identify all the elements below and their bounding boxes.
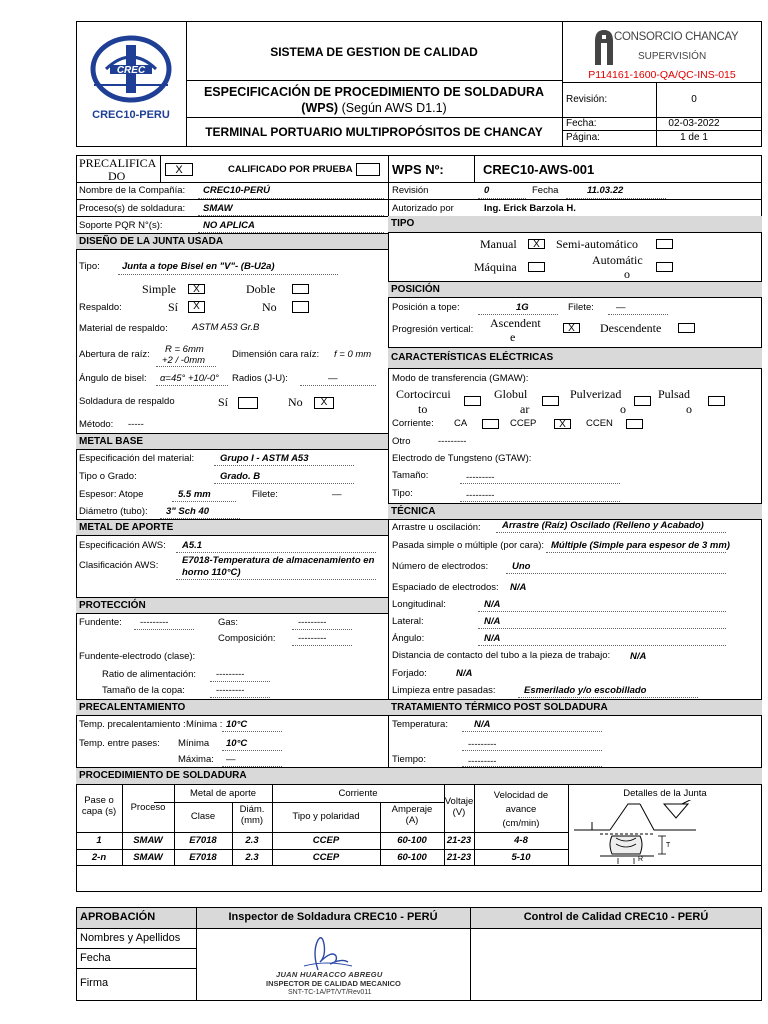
- machine-checkbox[interactable]: [528, 262, 545, 272]
- fillet-position-value: —: [616, 302, 626, 313]
- company-name-label: Nombre de la Compañía:: [79, 185, 186, 196]
- descending-label: Descendente: [600, 321, 662, 335]
- fillet-thickness-value: —: [332, 489, 342, 500]
- names-row-label: Nombres y Apellidos: [80, 932, 181, 944]
- backing-material-label: Material de respaldo:: [79, 323, 168, 334]
- fillet-position-label: Filete:: [568, 302, 594, 313]
- descending-checkbox[interactable]: [678, 323, 695, 333]
- tungsten-type-value: ---------: [466, 490, 495, 501]
- preheat-min-value: 10°C: [226, 719, 248, 730]
- col-diameter: Diám. (mm): [239, 804, 265, 826]
- feed-ratio-value: ---------: [216, 669, 245, 680]
- type-header: TIPO: [388, 216, 762, 233]
- contact-distance-value: N/A: [630, 651, 647, 662]
- date-label: Fecha:: [566, 118, 597, 129]
- client-logo-name: CONSORCIO CHANCAY: [614, 31, 739, 43]
- filler-class-value-2: horno 110°C): [182, 567, 241, 578]
- crec10-logo-icon: [86, 35, 176, 105]
- col-pass: Pase o capa (s): [81, 795, 117, 817]
- revision-label: Revisión:: [566, 94, 608, 105]
- signature-row-label: Firma: [80, 977, 109, 989]
- method-value: -----: [128, 419, 144, 430]
- root-opening-label: Abertura de raíz:: [79, 349, 150, 360]
- other-label: Otro: [392, 436, 411, 447]
- calificado-checkbox[interactable]: [356, 163, 380, 176]
- ccen-label: CCEN: [586, 418, 613, 429]
- root-opening-value-1: R = 6mm: [165, 344, 204, 355]
- company-logo-text: CREC10-PERU: [92, 109, 170, 121]
- automatic-checkbox[interactable]: [656, 262, 673, 272]
- system-title: SISTEMA DE GESTION DE CALIDAD: [270, 45, 478, 59]
- ascending-checkbox[interactable]: X: [563, 323, 580, 333]
- stamp-name: JUAN HUARACCO ABREGU: [276, 970, 383, 979]
- material-spec-value: Grupo I - ASTM A53: [220, 453, 309, 464]
- table-row: CCEP: [312, 852, 340, 863]
- ccep-checkbox[interactable]: X: [554, 419, 571, 429]
- process-value: SMAW: [203, 203, 233, 214]
- oscillation-value: Arrastre (Raíz) Oscilado (Relleno y Acabado): [502, 520, 704, 531]
- col-type-polarity: Tipo y polaridad: [292, 811, 360, 822]
- longitudinal-label: Longitudinal:: [392, 599, 446, 610]
- joint-type-label: Tipo:: [79, 261, 100, 272]
- company-name-value: CREC10-PERÚ: [203, 185, 271, 196]
- joint-detail-root-label: R: [638, 856, 644, 863]
- spray-label-2: o: [620, 402, 626, 416]
- electrode-count-label: Número de electrodos:: [392, 561, 489, 572]
- spray-checkbox[interactable]: [634, 396, 651, 406]
- backing-si-checkbox[interactable]: X: [188, 301, 205, 313]
- inspector-column-title: Inspector de Soldadura CREC10 - PERÚ: [228, 911, 438, 923]
- short-circuit-checkbox[interactable]: [464, 396, 481, 406]
- manual-checkbox[interactable]: X: [528, 239, 545, 249]
- short-circuit-label: Cortocircui: [396, 387, 451, 401]
- pulsed-label: Pulsad: [658, 387, 691, 401]
- globular-label-2: ar: [520, 402, 530, 416]
- col-speed: Velocidad de avance (cm/min): [493, 790, 549, 829]
- groove-position-label: Posición a tope:: [392, 302, 460, 313]
- composition-label: Composición:: [218, 633, 276, 644]
- table-row: 2.3: [245, 852, 259, 863]
- interpass-cleaning-label: Limpieza entre pasadas:: [392, 685, 496, 696]
- table-row: 2-n: [91, 852, 107, 863]
- pqr-value: NO APLICA: [203, 220, 255, 231]
- transfer-mode-label: Modo de transferencia (GMAW):: [392, 373, 529, 384]
- ccep-label: CCEP: [510, 418, 537, 429]
- tungsten-label: Electrodo de Tungsteno (GTAW):: [392, 453, 532, 464]
- current-label: Corriente:: [392, 418, 434, 429]
- backing-weld-no-label: No: [288, 395, 303, 409]
- root-face-label: Dimensión cara raíz:: [232, 349, 320, 360]
- filler-spec-value: A5.1: [182, 540, 203, 551]
- preheat-temp-label: Temp. precalentamiento :: [79, 719, 186, 730]
- cup-size-value: ---------: [216, 685, 245, 696]
- filler-class-value-1: E7018-Temperatura de almacenamiento en: [182, 555, 375, 566]
- semi-auto-checkbox[interactable]: [656, 239, 673, 249]
- client-logo-sub: SUPERVISIÓN: [638, 51, 707, 62]
- base-metal-header: METAL BASE: [76, 433, 388, 450]
- table-row: E7018: [189, 835, 217, 846]
- angle-value: N/A: [484, 633, 501, 644]
- table-row: 21-23: [446, 852, 472, 863]
- precalificado-label: PRECALIFICA: [79, 156, 157, 170]
- consorcio-logo-icon: [592, 27, 616, 67]
- preheat-header: PRECALENTAMIENTO: [76, 699, 388, 716]
- grade-value: Grado. B: [220, 471, 261, 482]
- joint-design-header: DISEÑO DE LA JUNTA USADA: [76, 233, 388, 250]
- simple-checkbox[interactable]: X: [188, 284, 205, 294]
- pulsed-checkbox[interactable]: [708, 396, 725, 406]
- document-code: P114161-1600-QA/QC-INS-015: [588, 69, 736, 81]
- spray-label: Pulverizad: [570, 387, 622, 401]
- joint-detail-thickness-label: T: [666, 842, 671, 849]
- diameter-label: Diámetro (tubo):: [79, 506, 148, 517]
- bevel-angle-value: α=45° +10/-0°: [160, 373, 219, 384]
- pwht-header: TRATAMIENTO TÉRMICO POST SOLDADURA: [388, 699, 762, 716]
- automatic-label: Automátic: [592, 253, 643, 267]
- col-amperage: Amperaje (A): [391, 804, 433, 826]
- composition-value: ---------: [298, 633, 327, 644]
- fecha-field-value: 11.03.22: [587, 185, 624, 196]
- spec-title: ESPECIFICACIÓN DE PROCEDIMIENTO DE SOLDADURA: [203, 85, 545, 99]
- angle-label: Ángulo:: [392, 633, 425, 644]
- preheat-min-label: Mínima :: [186, 719, 223, 730]
- interpass-min-value: 10°C: [226, 738, 248, 749]
- spec-title-2: (WPS) (Según AWS D1.1): [301, 101, 447, 115]
- filler-class-label: Clasificación AWS:: [79, 560, 159, 571]
- ca-label: CA: [454, 418, 468, 429]
- pass-type-value: Múltiple (Simple para espesor de 3 mm): [551, 540, 730, 551]
- pwht-temp-label: Temperatura:: [392, 719, 448, 730]
- doble-checkbox[interactable]: [292, 284, 309, 294]
- tungsten-type-label: Tipo:: [392, 488, 413, 499]
- col-process: Proceso: [130, 802, 166, 813]
- tungsten-size-label: Tamaño:: [392, 470, 429, 481]
- wps-number-label: WPS Nº:: [392, 162, 444, 177]
- automatic-label-2: o: [624, 267, 630, 281]
- ascending-label: Ascendent: [490, 316, 541, 330]
- flux-value: ---------: [140, 617, 169, 628]
- calificado-label: CALIFICADO POR PRUEBA: [228, 164, 353, 175]
- electrode-spacing-label: Espaciado de electrodos:: [392, 582, 499, 593]
- short-circuit-label-2: to: [418, 402, 428, 416]
- flux-label: Fundente:: [79, 617, 122, 628]
- other-value: ---------: [438, 436, 467, 447]
- page-value: 1 de 1: [680, 132, 708, 143]
- table-row: 2.3: [245, 835, 259, 846]
- table-row: E7018: [189, 852, 217, 863]
- table-row: CCEP: [312, 835, 340, 846]
- semi-auto-label: Semi-automático: [556, 237, 638, 251]
- longitudinal-value: N/A: [484, 599, 501, 610]
- backing-label: Respaldo:: [79, 302, 122, 313]
- simple-label: Simple: [142, 282, 177, 296]
- oscillation-label: Arrastre u oscilación:: [392, 522, 481, 533]
- joint-type-value: Junta a tope Bisel en "V"- (B-U2a): [122, 261, 275, 272]
- gas-value: ---------: [298, 617, 327, 628]
- procedure-header: PROCEDIMIENTO DE SOLDADURA: [76, 767, 762, 785]
- ascending-label-2: e: [510, 330, 516, 344]
- stamp-cert: SNT-TC-1A/PT/VT/Rev011: [288, 989, 372, 996]
- filler-metal-header: METAL DE APORTE: [76, 519, 388, 536]
- revision-field-value: 0: [484, 185, 490, 196]
- lateral-value: N/A: [484, 616, 501, 627]
- bevel-angle-label: Ángulo de bisel:: [79, 373, 147, 384]
- table-row: SMAW: [133, 835, 163, 846]
- process-label: Proceso(s) de soldadura:: [79, 203, 186, 214]
- date-value: 02-03-2022: [668, 118, 720, 129]
- ccen-checkbox[interactable]: [626, 419, 643, 429]
- wps-number-value: CREC10-AWS-001: [483, 162, 595, 177]
- filler-spec-label: Especificación AWS:: [79, 540, 166, 551]
- ca-checkbox[interactable]: [482, 419, 499, 429]
- col-current: Corriente: [338, 788, 378, 799]
- backing-weld-label: Soldadura de respaldo: [79, 396, 175, 407]
- peening-label: Forjado:: [392, 668, 427, 679]
- radius-label: Radios (J-U):: [232, 373, 288, 384]
- pwht-dash-value: ---------: [468, 739, 497, 750]
- table-row: 60-100: [397, 835, 427, 846]
- fecha-field-label: Fecha: [532, 185, 559, 196]
- table-row: 60-100: [397, 852, 427, 863]
- interpass-label: Temp. entre pases:: [79, 738, 160, 749]
- thickness-label: Espesor: Atope: [79, 489, 144, 500]
- col-class: Clase: [190, 811, 216, 822]
- precalificado-checkbox[interactable]: X: [165, 163, 193, 176]
- lateral-label: Lateral:: [392, 616, 424, 627]
- diameter-value: 3" Sch 40: [166, 506, 210, 517]
- flux-electrode-label: Fundente-electrodo (clase):: [79, 651, 196, 662]
- electrical-header: CARACTERÍSTICAS ELÉCTRICAS: [388, 347, 762, 369]
- interpass-cleaning-value: Esmerilado y/o escobillado: [524, 685, 647, 696]
- inspector-signature-icon: [296, 932, 356, 972]
- table-row: SMAW: [133, 852, 163, 863]
- col-joint-details: Detalles de la Junta: [623, 788, 707, 799]
- precalificado-label-2: DO: [108, 169, 126, 183]
- stamp-title: INSPECTOR DE CALIDAD MECANICO: [266, 979, 401, 988]
- revision-value: 0: [691, 94, 697, 105]
- root-opening-value-2: +2 / -0mm: [162, 355, 206, 366]
- pass-type-label: Pasada simple o múltiple (por cara):: [392, 540, 545, 551]
- position-header: POSICIÓN: [388, 281, 762, 298]
- svg-text:CREC: CREC: [116, 65, 146, 76]
- grade-label: Tipo o Grado:: [79, 471, 137, 482]
- col-filler: Metal de aporte: [189, 788, 256, 799]
- col-voltage: Voltaje (V): [444, 796, 474, 818]
- electrode-count-value: Uno: [512, 561, 531, 572]
- globular-checkbox[interactable]: [542, 396, 559, 406]
- table-row: 4-8: [514, 835, 528, 846]
- root-face-value: f = 0 mm: [334, 349, 372, 360]
- backing-no-checkbox[interactable]: [292, 301, 309, 313]
- gas-label: Gas:: [218, 617, 239, 628]
- thickness-value: 5.5 mm: [178, 489, 211, 500]
- project-title: TERMINAL PORTUARIO MULTIPROPÓSITOS DE CHANCAY: [205, 125, 543, 139]
- page-label: Página:: [566, 132, 600, 143]
- backing-no-label: No: [262, 300, 277, 314]
- backing-material-value: ASTM A53 Gr.B: [192, 322, 260, 333]
- backing-weld-no-checkbox[interactable]: X: [314, 397, 334, 409]
- authorized-value: Ing. Erick Barzola H.: [484, 203, 576, 214]
- peening-value: N/A: [456, 668, 473, 679]
- technique-header: TÉCNICA: [388, 503, 762, 520]
- interpass-max-value: —: [226, 754, 236, 765]
- pulsed-label-2: o: [686, 402, 692, 416]
- approval-title: APROBACIÓN: [80, 911, 156, 923]
- material-spec-label: Especificación del material:: [79, 453, 195, 464]
- table-row: 5-10: [511, 852, 531, 863]
- backing-si-label: Sí: [168, 300, 179, 314]
- vertical-progression-label: Progresión vertical:: [392, 324, 474, 335]
- cup-size-label: Tamaño de la copa:: [102, 685, 185, 696]
- tungsten-size-value: ---------: [466, 472, 495, 483]
- method-label: Método:: [79, 419, 114, 430]
- interpass-min-label: Mínima: [178, 738, 210, 749]
- contact-distance-label: Distancia de contacto del tubo a la pieza de trabajo:: [392, 650, 611, 661]
- table-row: 1: [96, 835, 102, 846]
- radius-value: —: [328, 373, 338, 384]
- pwht-time-value: ---------: [468, 756, 497, 767]
- doble-label: Doble: [246, 282, 276, 296]
- backing-weld-si-checkbox[interactable]: [238, 397, 258, 409]
- joint-detail-diagram: [570, 800, 760, 864]
- authorized-label: Autorizado por: [392, 203, 454, 214]
- groove-position-value: 1G: [516, 302, 529, 313]
- interpass-max-label: Máxima:: [178, 754, 214, 765]
- revision-field-label: Revisión: [392, 185, 429, 196]
- pqr-label: Soporte PQR N°(s):: [79, 220, 163, 231]
- pwht-time-label: Tiempo:: [392, 754, 426, 765]
- quality-control-column-title: Control de Calidad CREC10 - PERÚ: [523, 911, 709, 923]
- feed-ratio-label: Ratio de alimentación:: [102, 669, 196, 680]
- machine-label: Máquina: [474, 260, 517, 274]
- fillet-thickness-label: Filete:: [252, 489, 278, 500]
- manual-label: Manual: [480, 237, 517, 251]
- globular-label: Globul: [494, 387, 528, 401]
- backing-weld-si-label: Sí: [218, 395, 229, 409]
- table-row: 21-23: [446, 835, 472, 846]
- date-row-label: Fecha: [80, 952, 111, 964]
- electrode-spacing-value: N/A: [510, 582, 527, 593]
- protection-header: PROTECCIÓN: [76, 597, 388, 614]
- pwht-temp-value: N/A: [474, 719, 491, 730]
